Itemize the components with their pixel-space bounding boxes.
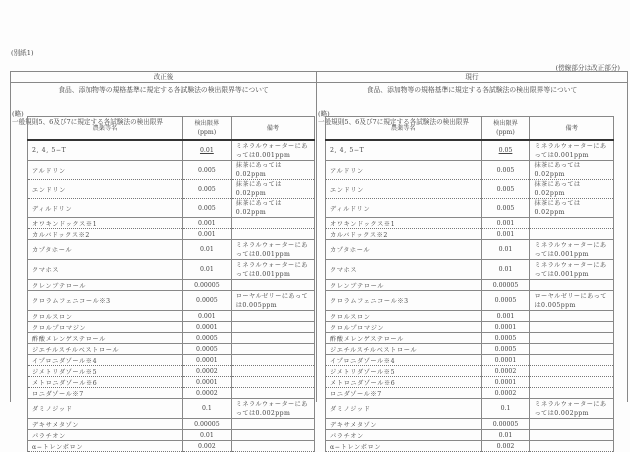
table-row bbox=[326, 430, 614, 441]
panel-header: 改正後 bbox=[11, 72, 316, 83]
detection-limit: 0.005 bbox=[182, 199, 231, 218]
substance-name: 2, 4, 5−T bbox=[28, 140, 183, 161]
remark: ミネラルウォーターにあっては0.001ppm bbox=[231, 260, 314, 280]
panel-subtitle: 食品、添加物等の規格基準に規定する各試験法の検出限界等について bbox=[58, 86, 269, 94]
detection-limit: 0.01 bbox=[481, 430, 530, 441]
detection-limit bbox=[481, 140, 530, 161]
substance-name: クロルプロマジン bbox=[28, 322, 183, 333]
table-row bbox=[326, 333, 614, 344]
col-header-name: 農薬等名 bbox=[326, 117, 482, 141]
remark: 抹茶にあっては0.02ppm bbox=[530, 161, 614, 180]
detection-limit: 0.01 bbox=[481, 240, 530, 260]
remark bbox=[530, 419, 614, 430]
detection-limit: 0.0002 bbox=[481, 388, 530, 399]
table-row bbox=[28, 399, 315, 419]
col-header-note: 備考 bbox=[231, 117, 314, 141]
table-row bbox=[28, 388, 315, 399]
remark: ミネラルウォーターにあっては0.001ppm bbox=[530, 240, 614, 260]
table-row bbox=[326, 388, 614, 399]
remark bbox=[530, 229, 614, 240]
remark bbox=[530, 366, 614, 377]
remark: 抹茶にあっては0.02ppm bbox=[530, 180, 614, 199]
remark: ミネラルウォーターにあっては0.001ppm bbox=[530, 140, 614, 161]
remark bbox=[231, 419, 314, 430]
substance-name: クロラムフェニコール※3 bbox=[326, 291, 482, 311]
substance-name: ジエチルスチルベストロール bbox=[28, 344, 183, 355]
substance-name: アルドリン bbox=[28, 161, 183, 180]
table-row bbox=[326, 441, 614, 452]
substance-name: メトロニダゾール※6 bbox=[326, 377, 482, 388]
table-row bbox=[326, 355, 614, 366]
detection-limit: 0.001 bbox=[182, 229, 231, 240]
table-row bbox=[326, 180, 614, 199]
detection-limit: 0.00005 bbox=[182, 419, 231, 430]
remark: ミネラルウォーターにあっては0.002ppm bbox=[530, 399, 614, 419]
detection-limit: 0.0001 bbox=[481, 355, 530, 366]
remark bbox=[530, 430, 614, 441]
remark: ミネラルウォーターにあっては0.001ppm bbox=[530, 260, 614, 280]
substance-name: クロルスロン bbox=[326, 311, 482, 322]
table-row bbox=[28, 322, 315, 333]
detection-limit: 0.0005 bbox=[481, 344, 530, 355]
table-row bbox=[28, 344, 315, 355]
remark bbox=[231, 388, 314, 399]
remark bbox=[530, 344, 614, 355]
substance-name: 酢酸メレンゲステロール bbox=[326, 333, 482, 344]
omitted-note: (略) bbox=[318, 110, 330, 118]
detection-limit: 0.0005 bbox=[481, 333, 530, 344]
table-header-row bbox=[28, 117, 315, 141]
substance-name: エンドリン bbox=[28, 180, 183, 199]
detection-limit: 0.00005 bbox=[481, 280, 530, 291]
detection-limit: 0.0005 bbox=[182, 333, 231, 344]
substance-name: ジメトリダゾール※5 bbox=[28, 366, 183, 377]
remark: ローヤルゼリーにあっては0.005ppm bbox=[231, 291, 314, 311]
remark: 抹茶にあっては0.02ppm bbox=[530, 199, 614, 218]
detection-limit: 0.001 bbox=[481, 311, 530, 322]
substance-name: ダミノジッド bbox=[326, 399, 482, 419]
substance-name: クロルプロマジン bbox=[326, 322, 482, 333]
table-row bbox=[326, 161, 614, 180]
table-row bbox=[326, 399, 614, 419]
table-row bbox=[326, 291, 614, 311]
detection-limit: 0.0002 bbox=[182, 388, 231, 399]
remark bbox=[530, 441, 614, 452]
substance-name: 2, 4, 5−T bbox=[326, 140, 482, 161]
detection-limit: 0.01 bbox=[182, 430, 231, 441]
table-row bbox=[326, 229, 614, 240]
detection-limit: 0.001 bbox=[481, 229, 530, 240]
detection-limit: 0.002 bbox=[182, 441, 231, 452]
table-row bbox=[326, 199, 614, 218]
remark bbox=[231, 311, 314, 322]
substance-name: α−トレンボロン bbox=[28, 441, 183, 452]
substance-name: α−トレンボロン bbox=[326, 441, 482, 452]
substance-name: 酢酸メレンゲステロール bbox=[28, 333, 183, 344]
section-heading: 一般規則5、6及び7に規定する各試験法の検出限界 bbox=[318, 118, 470, 126]
table-row bbox=[326, 240, 614, 260]
remark bbox=[530, 333, 614, 344]
remark: ローヤルゼリーにあっては0.005ppm bbox=[530, 291, 614, 311]
detection-limit: 0.001 bbox=[182, 218, 231, 229]
detection-limit: 0.00005 bbox=[481, 419, 530, 430]
detection-limit: 0.0001 bbox=[182, 377, 231, 388]
detection-limit: 0.1 bbox=[481, 399, 530, 419]
table-row bbox=[28, 355, 315, 366]
remark bbox=[530, 322, 614, 333]
col-header-note: 備考 bbox=[530, 117, 614, 141]
substance-name: デキサメタゾン bbox=[28, 419, 183, 430]
col-header-limit: 検出限界 (ppm) bbox=[182, 117, 231, 141]
table-row bbox=[326, 344, 614, 355]
substance-name: パラチオン bbox=[326, 430, 482, 441]
remark: 抹茶にあっては0.02ppm bbox=[231, 180, 314, 199]
remark bbox=[231, 366, 314, 377]
detection-limit: 0.0001 bbox=[182, 355, 231, 366]
substance-name: ジメトリダゾール※5 bbox=[326, 366, 482, 377]
section-heading: 一般規則5、6及び7に規定する各試験法の検出限界 bbox=[12, 118, 164, 126]
underline-legend: (傍線部分は改正部分) bbox=[555, 64, 620, 72]
substance-name: クマホス bbox=[28, 260, 183, 280]
remark: ミネラルウォーターにあっては0.002ppm bbox=[231, 399, 314, 419]
detection-limit: 0.01 bbox=[182, 240, 231, 260]
remark bbox=[530, 218, 614, 229]
amended-value: 0.01 bbox=[199, 147, 214, 154]
detection-limit: 0.01 bbox=[182, 260, 231, 280]
remark bbox=[231, 322, 314, 333]
table-row bbox=[326, 140, 614, 161]
table-row bbox=[28, 430, 315, 441]
col-header-limit: 検出限界 (ppm) bbox=[481, 117, 530, 141]
substance-name: ダミノジッド bbox=[28, 399, 183, 419]
substance-name: パラチオン bbox=[28, 430, 183, 441]
revised-panel bbox=[11, 72, 317, 451]
remark bbox=[231, 280, 314, 291]
detection-limit: 0.005 bbox=[182, 180, 231, 199]
detection-limit: 0.002 bbox=[481, 441, 530, 452]
substance-name: クレンブテロール bbox=[28, 280, 183, 291]
detection-limit: 0.0002 bbox=[182, 366, 231, 377]
substance-name: ロニダゾール※7 bbox=[326, 388, 482, 399]
table-header-row bbox=[326, 117, 614, 141]
detection-limit bbox=[182, 140, 231, 161]
table-row bbox=[28, 161, 315, 180]
detection-limit: 0.0001 bbox=[481, 377, 530, 388]
substance-name: カルバドックス※2 bbox=[326, 229, 482, 240]
detection-limit: 0.00005 bbox=[182, 280, 231, 291]
remark: ミネラルウォーターにあっては0.001ppm bbox=[231, 240, 314, 260]
substance-name: クロラムフェニコール※3 bbox=[28, 291, 183, 311]
remark: 抹茶にあっては0.02ppm bbox=[231, 161, 314, 180]
detection-limit: 0.0001 bbox=[182, 322, 231, 333]
substance-name: ディルドリン bbox=[28, 199, 183, 218]
table-row bbox=[326, 260, 614, 280]
table-row bbox=[28, 419, 315, 430]
table-row bbox=[326, 280, 614, 291]
remark bbox=[231, 333, 314, 344]
table-row bbox=[326, 419, 614, 430]
substance-name: アルドリン bbox=[326, 161, 482, 180]
panel-header: 現行 bbox=[317, 72, 627, 83]
substance-name: エンドリン bbox=[326, 180, 482, 199]
omitted-note: (略) bbox=[12, 110, 24, 118]
detection-limit: 0.0005 bbox=[182, 291, 231, 311]
panel-subtitle: 食品、添加物等の規格基準に規定する各試験法の検出限界等について bbox=[366, 86, 578, 94]
remark bbox=[530, 280, 614, 291]
substance-name: カルバドックス※2 bbox=[28, 229, 183, 240]
detection-limit: 0.005 bbox=[481, 180, 530, 199]
remark bbox=[231, 441, 314, 452]
table-row bbox=[28, 199, 315, 218]
table-row bbox=[326, 377, 614, 388]
substance-name: ジエチルスチルベストロール bbox=[326, 344, 482, 355]
substance-name: オワキンドックス※1 bbox=[28, 218, 183, 229]
remark bbox=[231, 430, 314, 441]
substance-name: クマホス bbox=[326, 260, 482, 280]
table-row bbox=[28, 311, 315, 322]
current-panel bbox=[317, 72, 627, 451]
table-row bbox=[28, 260, 315, 280]
table-row bbox=[326, 366, 614, 377]
comparison-table bbox=[10, 71, 628, 451]
remark bbox=[231, 218, 314, 229]
attachment-label: (別紙1) bbox=[11, 49, 34, 57]
detection-limit: 0.01 bbox=[481, 260, 530, 280]
substance-name: カプタホール bbox=[326, 240, 482, 260]
substance-name: ディルドリン bbox=[326, 199, 482, 218]
substance-name: イプロニダゾール※4 bbox=[28, 355, 183, 366]
remark bbox=[530, 311, 614, 322]
table-row bbox=[28, 377, 315, 388]
table-row bbox=[326, 218, 614, 229]
detection-limit-table bbox=[325, 116, 614, 452]
detection-limit: 0.005 bbox=[481, 161, 530, 180]
amended-value: 0.05 bbox=[498, 147, 513, 154]
substance-name: カプタホール bbox=[28, 240, 183, 260]
detection-limit: 0.0001 bbox=[481, 322, 530, 333]
remark bbox=[530, 388, 614, 399]
detection-limit: 0.005 bbox=[182, 161, 231, 180]
col-header-name: 農薬等名 bbox=[28, 117, 183, 141]
table-row bbox=[28, 229, 315, 240]
table-row bbox=[326, 322, 614, 333]
detection-limit: 0.005 bbox=[481, 199, 530, 218]
remark: ミネラルウォーターにあっては0.001ppm bbox=[231, 140, 314, 161]
table-row bbox=[326, 311, 614, 322]
detection-limit: 0.001 bbox=[481, 218, 530, 229]
detection-limit: 0.1 bbox=[182, 399, 231, 419]
table-row bbox=[28, 441, 315, 452]
table-row bbox=[28, 218, 315, 229]
substance-name: メトロニダゾール※6 bbox=[28, 377, 183, 388]
substance-name: クレンブテロール bbox=[326, 280, 482, 291]
remark bbox=[530, 355, 614, 366]
table-row bbox=[28, 180, 315, 199]
remark: 抹茶にあっては0.02ppm bbox=[231, 199, 314, 218]
substance-name: デキサメタゾン bbox=[326, 419, 482, 430]
remark bbox=[231, 377, 314, 388]
substance-name: ロニダゾール※7 bbox=[28, 388, 183, 399]
table-row bbox=[28, 333, 315, 344]
detection-limit-table bbox=[27, 116, 315, 452]
remark bbox=[530, 377, 614, 388]
substance-name: オワキンドックス※1 bbox=[326, 218, 482, 229]
detection-limit: 0.0005 bbox=[481, 291, 530, 311]
remark bbox=[231, 355, 314, 366]
detection-limit: 0.0002 bbox=[481, 366, 530, 377]
substance-name: イプロニダゾール※4 bbox=[326, 355, 482, 366]
table-row bbox=[28, 240, 315, 260]
table-row bbox=[28, 291, 315, 311]
detection-limit: 0.0005 bbox=[182, 344, 231, 355]
substance-name: クロルスロン bbox=[28, 311, 183, 322]
remark bbox=[231, 229, 314, 240]
detection-limit: 0.001 bbox=[182, 311, 231, 322]
table-row bbox=[28, 140, 315, 161]
table-row bbox=[28, 366, 315, 377]
remark bbox=[231, 344, 314, 355]
table-row bbox=[28, 280, 315, 291]
